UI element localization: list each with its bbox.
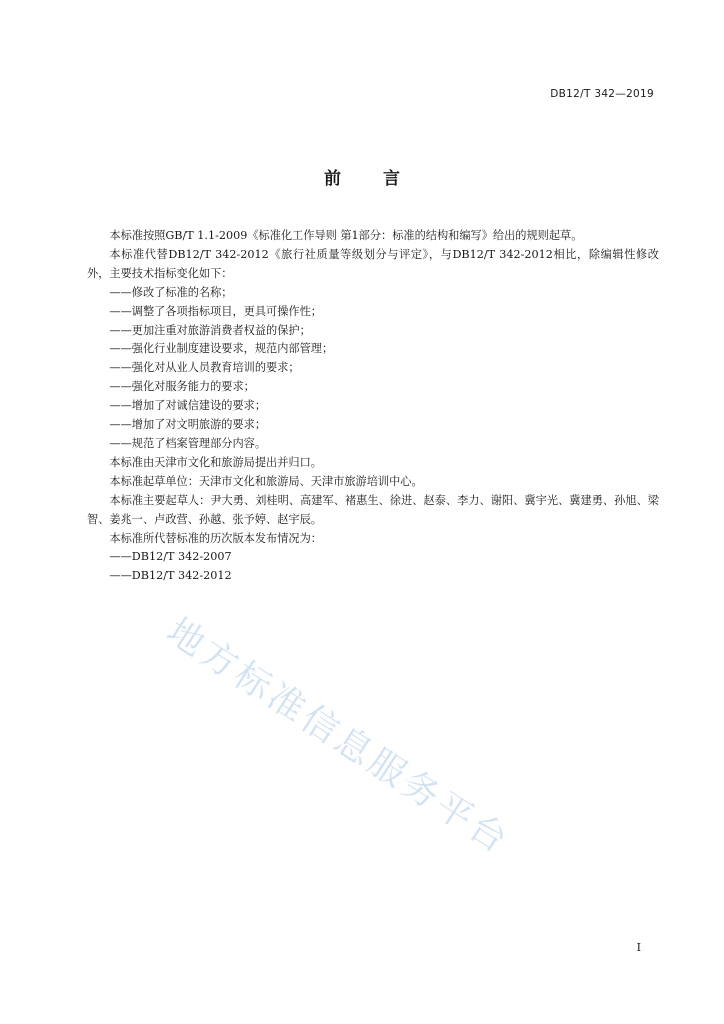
version-item: ——DB12/T 342-2012 [109,569,232,583]
title-char-2: 言 [383,169,400,189]
change-item: ——强化对服务能力的要求； [109,380,255,394]
change-item: ——强化行业制度建设要求，规范内部管理； [109,342,334,356]
replacement-paragraph: 本标准代替DB12/T 342-2012《旅行社质量等级划分与评定》，与DB12/T 342-2012相比，除编辑性修改外，主要技术指标变化如下： [87,247,659,280]
version-item: ——DB12/T 342-2007 [109,550,232,564]
foreword-body [87,227,659,586]
change-item: ——增加了对文明旅游的要求； [109,418,267,432]
title-char-1: 前 [324,169,341,189]
version-history-paragraph: 本标准所代替标准的历次版本发布情况为： [109,531,322,545]
drafters-paragraph: 本标准主要起草人：尹大勇、刘桂明、高建军、褚惠生、徐进、赵泰、李力、谢阳、冀宇光、冀建勇、孙旭、梁智、姜兆一、卢政营、孙越、张予婷、赵宇辰。 [87,493,659,526]
drafting-units-paragraph: 本标准起草单位：天津市文化和旅游局、天津市旅游培训中心。 [109,474,423,488]
change-item: ——增加了对诚信建设的要求； [109,399,267,413]
change-item: ——强化对从业人员教育培训的要求； [109,361,300,375]
change-item: ——更加注重对旅游消费者权益的保护； [109,323,311,337]
watermark: 地方标准信息服务平台 [159,610,518,863]
standard-code: DB12/T 342—2019 [550,88,654,100]
drafting-rule-paragraph: 本标准按照GB/T 1.1-2009《标准化工作导则 第1部分：标准的结构和编写》给出的规则起草。 [109,229,583,242]
change-item: ——规范了档案管理部分内容。 [109,436,267,450]
page-number: I [636,941,641,954]
change-item: ——修改了标准的名称； [109,285,233,299]
page-title [0,164,724,189]
change-item: ——调整了各项指标项目，更具可操作性； [109,304,322,318]
proposer-paragraph: 本标准由天津市文化和旅游局提出并归口。 [109,455,322,469]
